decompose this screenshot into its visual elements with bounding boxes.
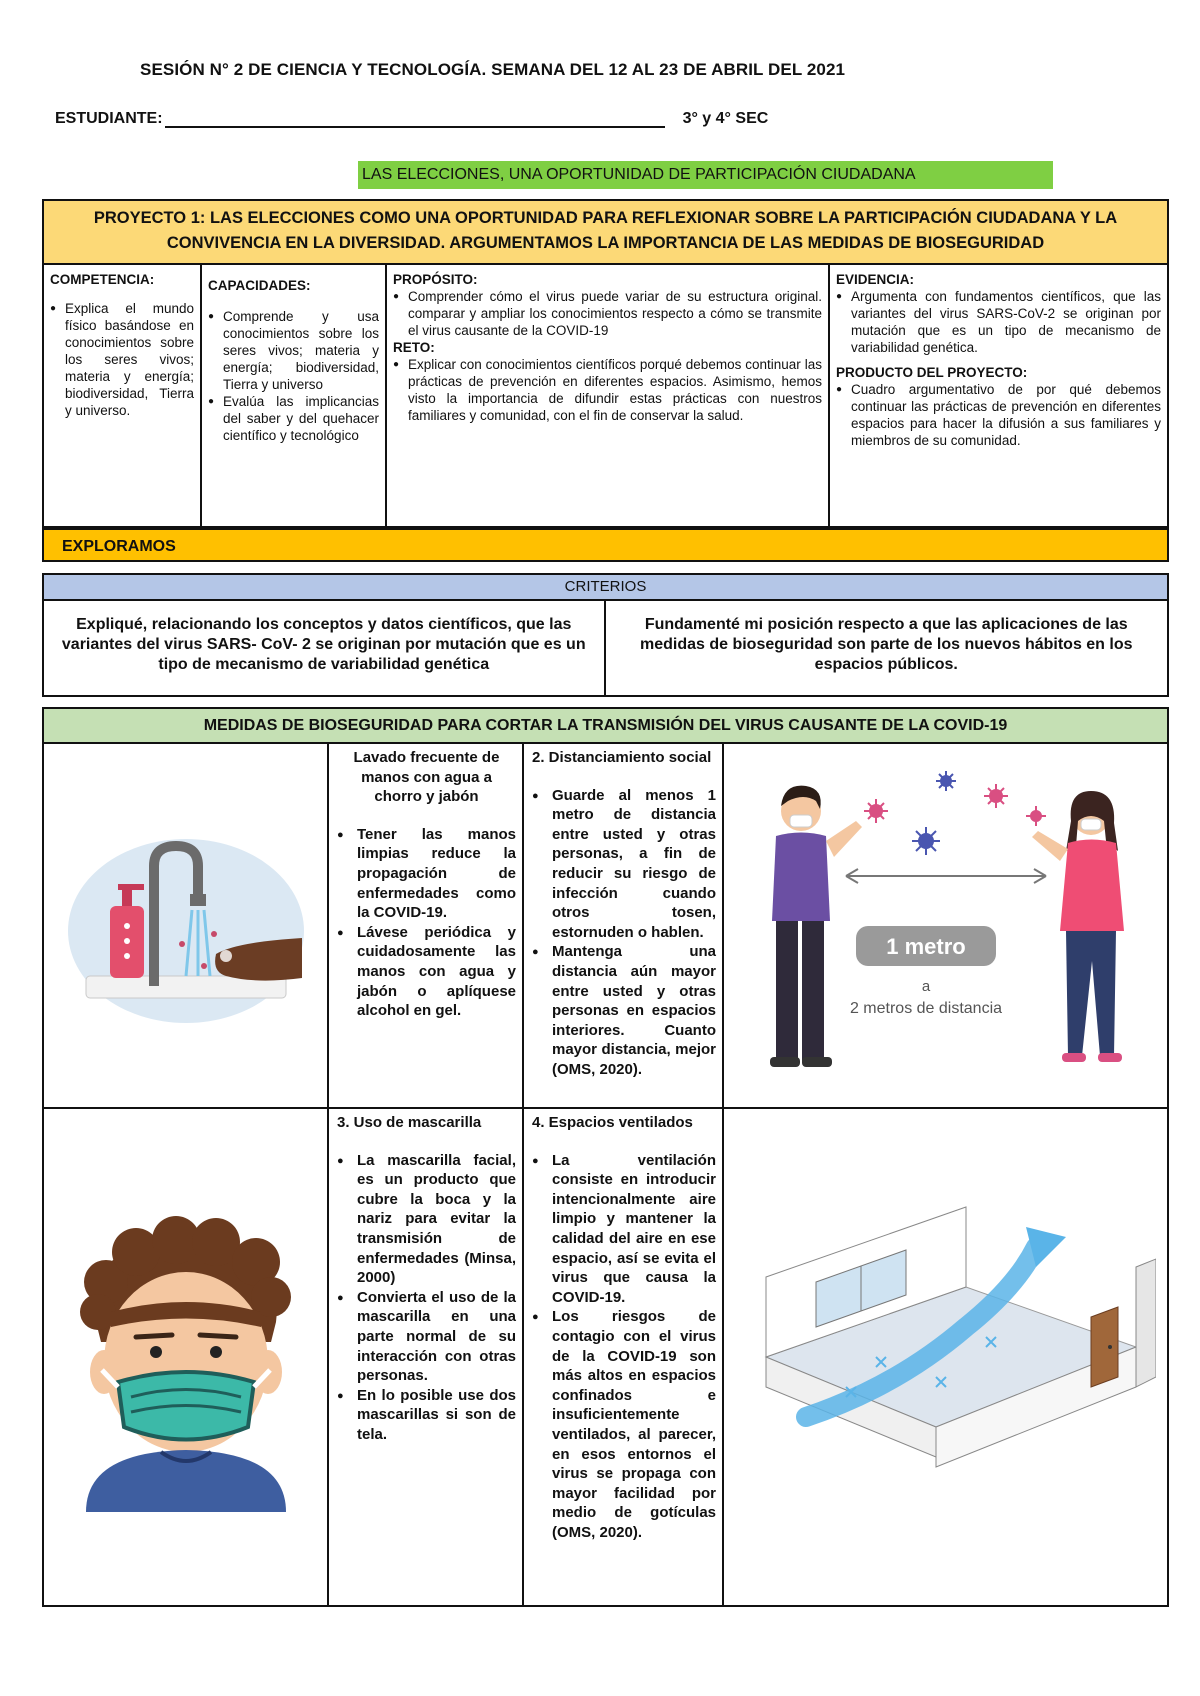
- topic-banner: LAS ELECCIONES, UNA OPORTUNIDAD DE PARTICIPACIÓN CIUDADANA: [358, 161, 1053, 189]
- project-title: PROYECTO 1: LAS ELECCIONES COMO UNA OPORTUNIDAD PARA REFLEXIONAR SOBRE LA PARTICIPACIÓN CIUDADANA Y LA CONVIVENCIA EN LA DIVERSIDAD. ARGUMENTAMOS LA IMPORTANCIA DE LAS MEDIDAS DE BIOSEGURIDAD: [42, 199, 1169, 265]
- medida-2-list: [532, 786, 716, 1080]
- list-item: ● En lo posible use dos mascarillas si son de tela.: [337, 1386, 516, 1445]
- medida-4-heading: 4. Espacios ventilados: [532, 1114, 693, 1131]
- competencia-list: [50, 300, 194, 419]
- list-item: ● Explica el mundo físico basándose en conocimientos sobre los seres vivos; materia y energía; biodiversidad, Tierra y universo.: [50, 300, 194, 419]
- criterios-table: [42, 573, 1169, 697]
- medida-1-text: [329, 744, 524, 1107]
- list-item: ● Explicar con conocimientos científicos porqué debemos continuar las prácticas de prevención en diferentes espacios. Asimismo, hemos visto la importancia de difundir estas prácticas con nuestros familiares y comunidad, con el fin de conservar la salud.: [393, 356, 822, 424]
- list-item: ● Cuadro argumentativo de por qué debemos continuar las prácticas de prevención en diferentes espacios para hacer la difusión a sus familiares y miembros de su comunidad.: [836, 381, 1161, 449]
- medida-3-text: [329, 1109, 524, 1605]
- student-line: [55, 110, 768, 128]
- student-name-field[interactable]: [165, 112, 665, 128]
- criterios-title: CRITERIOS: [44, 575, 1167, 601]
- medida-2-heading: 2. Distanciamiento social: [532, 749, 712, 766]
- list-item: ● La ventilación consiste en introducir intencionalmente aire limpio y mantener la calidad del aire en ese espacio, así se evita el virus que causa la COVID-19.: [532, 1151, 716, 1308]
- reto-list: [393, 356, 822, 424]
- list-item: ● Convierta el uso de la mascarilla en una parte normal de su interacción con otras personas.: [337, 1288, 516, 1386]
- project-details-row: [42, 265, 1169, 528]
- distance-a-label: a: [921, 977, 930, 995]
- criterios-row: [44, 601, 1167, 695]
- reto-label: RETO:: [393, 340, 435, 355]
- medida-1-list: [337, 825, 516, 1021]
- medida-3-list: [337, 1151, 516, 1445]
- evidencia-list: [836, 288, 1161, 356]
- list-item: ● Mantenga una distancia aún mayor entre usted y otras personas en espacios interiores. Cuanto mayor distancia, mejor (OMS, 2020).: [532, 942, 716, 1079]
- medida-4-list: [532, 1151, 716, 1543]
- list-item: ● Evalúa las implicancias del saber y del quehacer científico y tecnológico: [208, 393, 379, 444]
- session-title: SESIÓN N° 2 DE CIENCIA Y TECNOLOGÍA. SEMANA DEL 12 AL 23 DE ABRIL DEL 2021: [140, 60, 846, 79]
- distance-small-label: 2 metros de distancia: [849, 999, 1002, 1017]
- capacidades-list: [208, 308, 379, 444]
- student-label: ESTUDIANTE:: [55, 110, 163, 127]
- list-item: ● Los riesgos de contagio con el virus de la COVID-19 son más altos en espacios confinados e insuficientemente ventilados, al parecer, en esos entornos el virus se propaga con mayor facilidad por medio de gotículas (OMS, 2020).: [532, 1307, 716, 1542]
- list-item: ● Tener las manos limpias reduce la propagación de enfermedades como la COVID-19.: [337, 825, 516, 923]
- exploramos-bar: EXPLORAMOS: [42, 528, 1169, 562]
- distance-big-label: 1 metro: [885, 933, 966, 959]
- mask-illustration: [44, 1109, 329, 1605]
- list-item: ● La mascarilla facial, es un producto que cubre la boca y la nariz para evitar la transmisión de enfermedades (Minsa, 2000): [337, 1151, 516, 1288]
- medidas-row-1: [44, 744, 1167, 1109]
- criterio-right: Fundamenté mi posición respecto a que las aplicaciones de las medidas de bioseguridad son parte de los nuevos hábitos en los espacios públicos.: [639, 616, 1133, 673]
- medidas-table: [42, 707, 1169, 1607]
- handwashing-icon: [66, 826, 306, 1026]
- list-item: ● Comprender cómo el virus puede variar de su estructura original. comparar y ampliar los conocimientos respecto a cómo se transmite el virus causante de la COVID-19: [393, 288, 822, 339]
- proposito-list: [393, 288, 822, 339]
- medida-2-text: [524, 744, 724, 1107]
- virus-icon: [864, 784, 1046, 826]
- capacidades-cell: [202, 265, 387, 526]
- list-item: ● Argumenta con fundamentos científicos, que las variantes del virus SARS-CoV-2 se originan por mutación que es un tipo de mecanismo de variabilidad genética.: [836, 288, 1161, 356]
- medidas-row-2: [44, 1109, 1167, 1605]
- list-item: ● Guarde al menos 1 metro de distancia entre usted y otras personas, a fin de reducir su riesgo de infección cuando otros tosen, estornuden o hablen.: [532, 786, 716, 943]
- medida-3-heading: 3. Uso de mascarilla: [337, 1114, 482, 1131]
- evidencia-label: EVIDENCIA:: [836, 272, 915, 287]
- list-item: ● Lávese periódica y cuidadosamente las manos con agua y jabón o aplíquese alcohol en gel.: [337, 923, 516, 1021]
- proposito-cell: [387, 265, 830, 526]
- list-item: ● Comprende y usa conocimientos sobre los seres vivos; materia y energía; biodiversidad, Tierra y universo: [208, 308, 379, 393]
- grade-label: 3° y 4° SEC: [682, 110, 769, 127]
- face-mask-icon: [56, 1202, 316, 1512]
- ventilation-illustration: [724, 1109, 1167, 1605]
- capacidades-label: CAPACIDADES:: [208, 278, 311, 293]
- competencia-cell: [44, 265, 202, 526]
- medida-1-heading: Lavado frecuente de manos con agua a chorro y jabón: [353, 749, 500, 806]
- ventilated-room-icon: [736, 1187, 1156, 1527]
- evidencia-cell: [830, 265, 1167, 526]
- competencia-label: COMPETENCIA:: [50, 272, 155, 287]
- handwashing-illustration: [44, 744, 329, 1107]
- social-distance-icon: [726, 761, 1166, 1091]
- medida-4-text: [524, 1109, 724, 1605]
- criterio-left: Expliqué, relacionando los conceptos y datos científicos, que las variantes del virus SARS- CoV- 2 se originan por mutación que es un tipo de mecanismo de variabilidad genética: [44, 601, 606, 695]
- producto-label: PRODUCTO DEL PROYECTO:: [836, 365, 1028, 380]
- producto-list: [836, 381, 1161, 449]
- medidas-title: MEDIDAS DE BIOSEGURIDAD PARA CORTAR LA TRANSMISIÓN DEL VIRUS CAUSANTE DE LA COVID-19: [44, 709, 1167, 744]
- proposito-label: PROPÓSITO:: [393, 272, 478, 287]
- distancing-illustration: [724, 744, 1167, 1107]
